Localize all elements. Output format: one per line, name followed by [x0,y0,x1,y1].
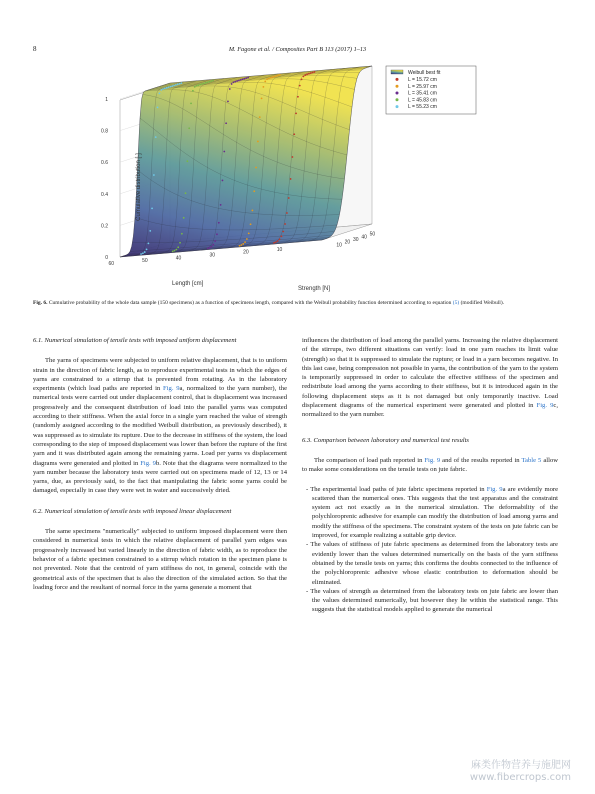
data-point [194,86,196,88]
data-point [177,83,179,85]
z-axis-ticks [101,97,108,261]
data-point [169,86,171,88]
data-point [179,242,181,244]
data-point [264,81,266,83]
data-point [197,84,199,86]
paragraph-text: b. Note that the diagrams were normalized to the yarn number because the laboratory tests were carried out on specimens made of 12, 13 or 14 yarns, due, as previously said, to the fact that manipulating the fabric some yarns could be damaged, especially in case they were wet in water and successively dried. [33,459,288,495]
data-point [274,76,276,78]
data-point [240,79,242,81]
list-item [302,485,558,541]
data-point [242,243,244,245]
data-point [270,77,272,79]
data-point [252,210,254,212]
data-point [281,235,283,237]
data-point [153,174,155,176]
data-point [255,167,257,169]
legend-marker [396,78,399,81]
fig-9-link[interactable]: Fig. 9 [424,456,441,464]
data-point [310,72,312,74]
data-point [181,233,183,235]
data-point [144,251,146,253]
data-point [233,81,235,83]
data-point [209,247,211,249]
paragraph-text: allow to make some considerations on the tensile tests on jute fabric. [302,456,559,474]
data-point [247,77,249,79]
data-point [171,85,173,87]
z-tick-label: 0.8 [101,128,108,135]
data-point [236,80,238,82]
figure-caption [33,300,563,307]
z-tick-label: 0.2 [101,223,108,230]
data-point [160,89,162,91]
data-point [284,223,286,225]
data-point [199,84,201,86]
equation-link[interactable]: (5) [452,300,460,306]
data-point [207,248,209,250]
length-tick-label: 30 [209,252,215,259]
data-point [244,241,246,243]
data-point [157,106,159,108]
data-point [147,242,149,244]
legend-marker [396,105,399,108]
strength-tick-label: 50 [369,231,376,238]
section-6-2-title: 6.2. Numerical simulation of tensile tests with imposed linear displacement [33,507,232,515]
data-point [279,74,281,76]
data-point [166,87,168,89]
continued-paragraph [302,336,558,420]
length-tick-label: 60 [108,261,114,267]
data-point [201,83,203,85]
length-tick-label: 10 [276,246,283,253]
data-point [288,197,290,199]
data-point [175,249,177,251]
data-point [253,190,255,192]
weibull-fit-surface [120,66,372,257]
data-point [180,82,182,84]
z-tick-label: 0.4 [101,191,108,198]
data-point [239,245,241,247]
data-point [246,238,248,240]
data-point [216,233,218,235]
data-point [275,241,277,243]
data-point [261,98,263,100]
data-point [292,156,294,158]
data-point [218,222,220,224]
findings-list [302,485,558,615]
data-point [303,76,305,78]
data-point [207,81,209,83]
section-6-3-paragraph [302,456,558,475]
length-tick-label: 50 [142,258,148,265]
data-point [208,81,210,83]
data-point [290,178,292,180]
data-point [214,240,216,242]
data-point [210,80,212,82]
data-point [248,232,250,234]
data-point [241,244,243,246]
data-point [151,207,153,209]
fig-9-link[interactable]: Fig. 9 [140,459,156,467]
strength-tick-label: 20 [344,239,351,246]
data-point [177,246,179,248]
legend-label: L = 25.97 cm [408,83,437,90]
strength-axis-label: Strength [N] [298,286,331,292]
section-6-1-paragraph [33,356,287,495]
list-item-text: a are evidently more scattered than the numerical ones. This suggests that the test apparatus and the constraint system act not exactly as in the numerical simulation. The deformability of the polychloroprenic adhesive for example can modify the distribution of load among yarns and modify the stiffness of the specimens. The constraint system of the tests on jute fabric can be improved, for example realizing a suitable grip device. [312,485,558,540]
watermark [470,760,571,784]
data-point [173,85,175,87]
data-point [263,86,265,88]
data-point [299,85,301,87]
data-point [242,78,244,80]
caption-text: Cumulative probability of the whole data sample (150 specimens) as a function of specimens length, compared with the Weibull probability function determined according to equation [48,300,452,306]
legend-marker [396,85,399,88]
data-point [238,80,240,82]
caption-label: Fig. 6. [33,300,48,306]
running-header: M. Fagone et al. / Composites Part B 113 (2017) 1–13 [228,46,367,53]
data-point [234,81,236,83]
data-point [192,90,194,92]
data-point [227,101,229,103]
data-point [179,83,181,85]
fig-9-link[interactable]: Fig. 9 [536,402,554,410]
data-point [257,141,259,143]
data-point [277,75,279,77]
data-point [275,75,277,77]
legend-marker [396,98,399,101]
watermark-line-1: 麻类作物营养与施肥网 [471,760,571,771]
table-5-link[interactable]: Table 5 [521,456,542,464]
list-item: - The values of stiffness of jute fabric specimens as determined from the laboratory tests are evidently lower than the values determined numerically on the basis of the yarn stiffness obtained by the tensile tests on yarns; this confirms the doubts connected to the influence of the polychloroprenic adhesive whose elastic contribution to deformation should be eliminated. [306,541,558,586]
data-point [190,102,192,104]
data-point [314,71,316,73]
section-6-1-title: 6.1. Numerical simulation of tensile tests with imposed uniform displacement [33,337,237,344]
paragraph-text: and of the results reported in [442,456,520,464]
data-point [231,83,233,85]
data-point [306,73,308,75]
legend-fit-label: Weibull best fit [408,70,441,76]
data-point [244,78,246,80]
data-point [225,122,227,124]
paragraph-text: c, normalized to the yarn number. [302,402,558,419]
legend-label: L = 55.23 cm [408,104,437,111]
data-point [168,86,170,88]
legend [386,66,476,114]
data-point [203,83,205,85]
data-point [175,84,177,86]
data-point [142,252,144,254]
legend-label: L = 45.83 cm [408,97,437,104]
strength-axis-ticks [336,232,375,249]
data-point [212,80,214,82]
legend-marker [396,92,399,95]
page-number: 8 [33,45,37,53]
data-point [277,240,279,242]
data-point [186,160,188,162]
data-point [229,88,231,90]
data-point [149,230,151,232]
paragraph-text: The comparison of load path reported in [314,456,423,464]
strength-tick-label: 30 [353,237,359,243]
data-point [293,133,295,135]
data-point [297,96,299,98]
section-6-2-paragraph: The same specimens "numerically" subjected to uniform imposed displacement were then considered in numerical tests in which the relative displacement of parallel yarn edges was progressively increased but varied linearly in the direction of fabric width, as to reproduce the behavior of a fabric specimen constrained to a stirrup which rotation in the specimen plane is not prevented. Note that the centroid of yarn stiffness do not, in general, coincide with the geometrical axis of the specimen that is also the direction of the simulated action. So that the loading force and the resultant of normal force in the yarns generate a moment that [33,528,287,591]
data-point [211,246,213,248]
data-point [272,76,274,78]
data-point [155,136,157,138]
list-item-text: - The experimental load paths of jute fabric specimens reported in [306,485,485,493]
length-axis-label: Length [cm] [172,281,204,287]
data-point [250,223,252,225]
data-point [162,88,164,90]
strength-tick-label: 10 [336,242,342,249]
data-point [245,77,247,79]
paragraph-text: influences the distribution of load among the parallel yarns. Increasing the relative displacement of the stirrups, two different situations can verify: load in one yarn reaches its limit value (strength) so that it is suppressed to simulate the rupture; or load in a yarn becomes negative. In this last case, being compression not possible in yarns, the contribution of the yarn to the system is temporarily suppressed in order to calculate the effective stiffness of the specimen and redistribute load among the yarns according to their stiffness, but it is introduced again in the following displacement steps as it is not damaged but only temporarily inactive. Load displacement diagrams of the numerical experiment were generated and plotted in [302,337,558,410]
data-point [220,204,222,206]
figure-6-surface-plot [100,62,478,300]
legend-label: L = 35.41 cm [408,90,437,97]
data-point [212,244,214,246]
data-point [146,249,148,251]
data-point [295,112,297,114]
data-point [222,180,224,182]
watermark-line-2: www.fibercrops.com [469,772,571,783]
length-tick-label: 40 [175,255,182,262]
strength-tick-label: 40 [361,234,367,241]
length-tick-label: 20 [243,249,249,256]
data-point [304,74,306,76]
data-point [282,231,284,233]
z-tick-label: 0 [105,255,108,261]
data-point [172,250,174,252]
data-point [174,250,176,252]
data-point [268,78,270,80]
z-tick-label: 1 [105,97,108,103]
data-point [196,85,198,87]
left-column [33,336,287,592]
data-point [301,78,303,80]
paragraph-text: The yarns of specimens were subjected to uniform relative displacement, that is to uniform strain in the direction of fabric length, as to reproduce experimental tests in which the edges of yarns are constrained to a stirrup that is prevented from rotating. As in the laboratory experiments (which load paths are reported in [33,357,287,393]
z-tick-label: 0.6 [101,160,108,167]
caption-tail: (modified Weibull). [460,300,505,306]
data-point [140,253,142,255]
fig-9-link[interactable]: Fig. 9 [486,485,503,493]
data-point [164,88,166,90]
data-point [279,238,281,240]
data-point [273,242,275,244]
data-point [259,116,261,118]
z-axis-label: Cumulative distribution [-] [136,153,142,221]
data-point [308,73,310,75]
paragraph-text: a, normalized to the yarn number), the numerical tests were carried out under displacement control, that is displacement was increased progressively and the consequent distribution of load into the parallel yarns was computed according to their stiffness. When the axial force in a single yarn reached the value of strength (randomly assigned according to the modified Weibull distribution, as previously described), it was suppressed as to simulate its rupture. Due to the decrease in stiffness of the system, the load corresponding to the step of imposed displacement was lower than before the rupture of the first yarn and it was distributed again among the remaining yarns. Load per yarns vs displacement diagrams were generated and plotted in [33,385,288,467]
list-item: - The values of strength as determined from the laboratory tests on jute fabric are lower than the values determined numerically, but however they lie within the statistical range. This suggests that the statistical models applied to generate the numerical [306,587,558,614]
data-point [223,151,225,153]
data-point [185,192,187,194]
data-point [312,72,314,74]
data-point [266,78,268,80]
data-point [286,212,288,214]
section-6-3-title: 6.3. Comparison between laboratory and numerical test results [302,436,469,444]
legend-label: L = 15.72 cm [408,77,437,83]
fig-9-link[interactable]: Fig. 9 [163,385,180,393]
data-point [183,217,185,219]
data-point [158,92,160,94]
data-point [205,82,207,84]
right-column [302,336,558,615]
data-point [188,127,190,129]
